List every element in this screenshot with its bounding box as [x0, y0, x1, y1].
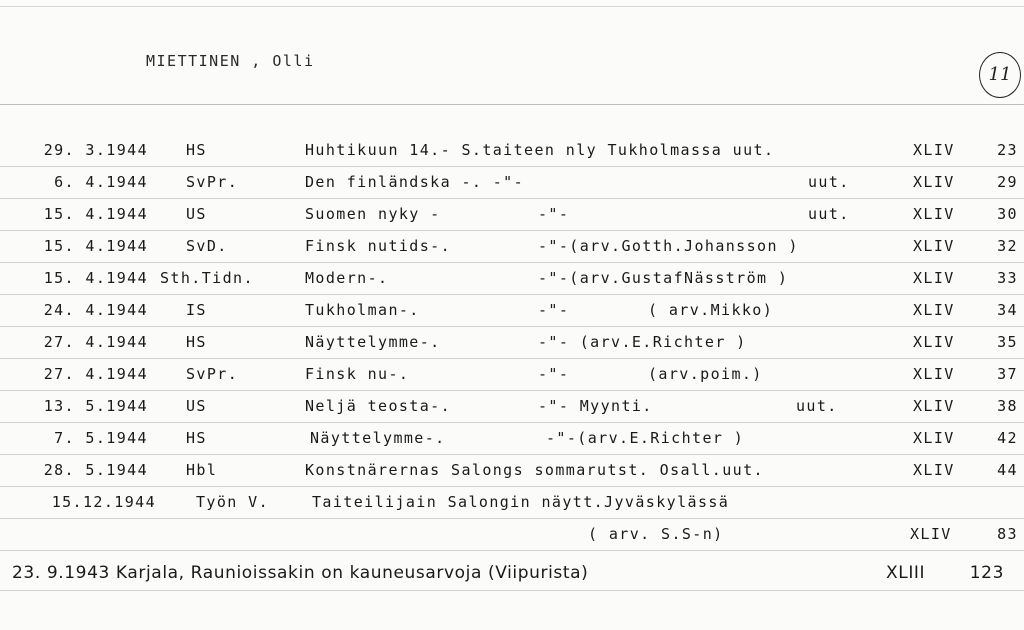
- entry-volume: XLIV: [913, 365, 955, 383]
- entry-row: [0, 230, 1024, 263]
- card-heading: MIETTINEN , Olli: [146, 52, 315, 70]
- entry-date: 27. 4.1944: [43, 365, 148, 383]
- entry-uut: uut.: [796, 397, 838, 415]
- entry-row: [0, 294, 1024, 327]
- entry-paper: HS: [186, 141, 207, 159]
- entry-page: 32: [997, 237, 1018, 255]
- entry-paper: HS: [186, 333, 207, 351]
- entry-ditto: -"-: [538, 365, 570, 383]
- entry-title: Näyttelymme-.: [305, 333, 441, 351]
- entry-title: Modern-.: [305, 269, 389, 287]
- entry-date: 15.12.1944: [51, 493, 156, 511]
- entry-date: 15. 4.1944: [43, 269, 148, 287]
- entry-page: 33: [997, 269, 1018, 287]
- entry-date: 28. 5.1944: [43, 461, 148, 479]
- entry-volume: XLIV: [913, 333, 955, 351]
- entry-paper: Hbl: [186, 461, 218, 479]
- entry-page: 23: [997, 141, 1018, 159]
- entry-page: 83: [997, 525, 1018, 543]
- entry-volume: XLIV: [913, 141, 955, 159]
- entry-date: 27. 4.1944: [43, 333, 148, 351]
- heading-rule: [0, 104, 1024, 105]
- entry-volume: XLIV: [910, 525, 952, 543]
- entry-volume: XLIV: [913, 237, 955, 255]
- entry-title: Taiteilijain Salongin näytt.Jyväskylässä: [312, 493, 730, 511]
- entry-date: 15. 4.1944: [43, 205, 148, 223]
- entry-note: ( arv. S.S-n): [588, 525, 724, 543]
- entry-page: 123: [969, 563, 1004, 583]
- entry-page: 35: [997, 333, 1018, 351]
- entry-paper: IS: [186, 301, 207, 319]
- card-top-edge: [0, 6, 1024, 7]
- entry-title: Neljä teosta-.: [305, 397, 452, 415]
- entry-title: Finsk nutids-.: [305, 237, 452, 255]
- entry-paper: SvD.: [186, 237, 228, 255]
- entry-note: ( arv.Mikko): [648, 301, 774, 319]
- entry-date: 24. 4.1944: [43, 301, 148, 319]
- entry-title: Tukholman-.: [305, 301, 420, 319]
- entry-paper: HS: [186, 429, 207, 447]
- entry-ditto: -"-(arv.E.Richter ): [546, 429, 745, 447]
- entry-ditto: -"-(arv.Gotth.Johansson ): [538, 237, 799, 255]
- entry-date: 6. 4.1944: [54, 173, 148, 191]
- entry-date: 13. 5.1944: [43, 397, 148, 415]
- entry-text: 23. 9.1943 Karjala, Raunioissakin on kauneusarvoja (Viipurista): [12, 563, 589, 583]
- entry-page: 38: [997, 397, 1018, 415]
- entry-volume: XLIV: [913, 461, 955, 479]
- entry-volume: XLIII: [886, 563, 926, 583]
- entry-page: 37: [997, 365, 1018, 383]
- entry-ditto: -"-: [538, 205, 570, 223]
- entry-row: [0, 558, 1024, 591]
- entry-row: [0, 326, 1024, 359]
- entry-paper: US: [186, 205, 207, 223]
- entry-volume: XLIV: [913, 301, 955, 319]
- entry-ditto: -"-: [538, 301, 570, 319]
- entry-uut: uut.: [808, 205, 850, 223]
- entry-page: 42: [997, 429, 1018, 447]
- entry-row: [0, 358, 1024, 391]
- entry-uut: uut.: [808, 173, 850, 191]
- entry-paper: Työn V.: [196, 493, 270, 511]
- entry-ditto: -"- Myynti.: [538, 397, 653, 415]
- entry-row: [0, 166, 1024, 199]
- entry-row: [0, 454, 1024, 487]
- entry-paper: Sth.Tidn.: [160, 269, 254, 287]
- entry-date: 15. 4.1944: [43, 237, 148, 255]
- entry-row: [0, 390, 1024, 423]
- entry-row: [0, 134, 1024, 167]
- entry-ditto: -"-(arv.GustafNäsström ): [538, 269, 789, 287]
- entry-volume: XLIV: [913, 397, 955, 415]
- entry-volume: XLIV: [913, 269, 955, 287]
- entry-row: [0, 422, 1024, 455]
- entry-title: Finsk nu-.: [305, 365, 410, 383]
- entry-ditto: -"- (arv.E.Richter ): [538, 333, 747, 351]
- entry-row: [0, 198, 1024, 231]
- entry-title: Konstnärernas Salongs sommarutst. Osall.uut.: [305, 461, 764, 479]
- entry-page: 44: [997, 461, 1018, 479]
- entry-title: Suomen nyky -: [305, 205, 441, 223]
- entry-row: [0, 262, 1024, 295]
- entry-volume: XLIV: [913, 205, 955, 223]
- entry-volume: XLIV: [913, 173, 955, 191]
- entry-title: Huhtikuun 14.- S.taiteen nly Tukholmassa uut.: [305, 141, 775, 159]
- entry-page: 34: [997, 301, 1018, 319]
- entry-date: 7. 5.1944: [54, 429, 148, 447]
- entry-row: [0, 518, 1024, 551]
- entry-paper: US: [186, 397, 207, 415]
- entry-page: 29: [997, 173, 1018, 191]
- entry-paper: SvPr.: [186, 365, 239, 383]
- entry-row: [0, 486, 1024, 519]
- entry-title: Näyttelymme-.: [310, 429, 446, 447]
- entry-volume: XLIV: [913, 429, 955, 447]
- entry-paper: SvPr.: [186, 173, 239, 191]
- entry-note: (arv.poim.): [648, 365, 763, 383]
- card-number-circle: 11: [979, 52, 1021, 98]
- entry-title: Den finländska -. -"-: [305, 173, 525, 191]
- entry-page: 30: [997, 205, 1018, 223]
- entry-date: 29. 3.1944: [43, 141, 148, 159]
